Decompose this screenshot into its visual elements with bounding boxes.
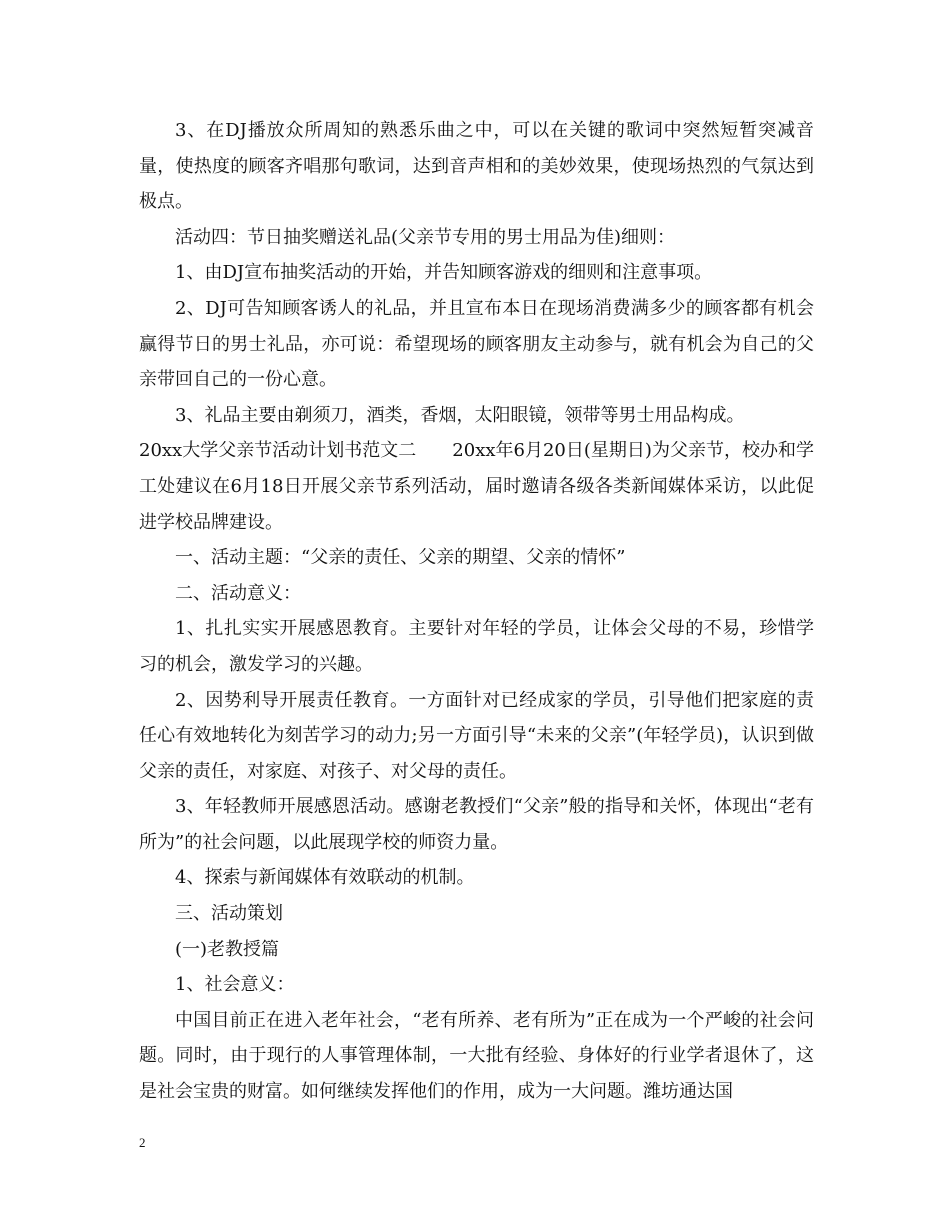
paragraph-social-meaning-heading: 1、社会意义： (175, 974, 295, 996)
paragraph-second-plan-intro: 20xx大学父亲节活动计划书范文二 20xx年6月20日(星期日)为父亲节，校办和学工处建议在6月18日开展父亲节系列活动，届时邀请各级各类新闻媒体采访，以此促进学校品牌建设。 (139, 440, 814, 533)
paragraph-activity-planning-heading: 三、活动策划 (175, 903, 283, 925)
paragraph-gift-announcement: 2、DJ可告知顾客诱人的礼品，并且宣布本日在现场消费满多少的顾客都有机会赢得节日的男士礼品，亦可说：希望现场的顾客朋友主动参与，就有机会为自己的父亲带回自己的一份心意。 (139, 297, 814, 391)
paragraph-dj-music: 3、在DJ播放众所周知的熟悉乐曲之中，可以在关键的歌词中突然短暂突减音量，使热度的顾客齐唱那句歌词，达到音声相和的美妙效果，使现场热烈的气氛达到极点。 (139, 120, 814, 213)
page-number: 2 (139, 1135, 146, 1150)
paragraph-lottery-start: 1、由DJ宣布抽奖活动的开始，并告知顾客游戏的细则和注意事项。 (175, 262, 713, 284)
paragraph-responsibility-education: 2、因势利导开展责任教育。一方面针对已经成家的学员，引导他们把家庭的责任心有效地转化为刻苦学习的动力;另一方面引导“未来的父亲”(年轻学员)，认识到做父亲的责任，对家庭、对孩子、对父母的责任。 (139, 689, 814, 782)
document-body (139, 113, 814, 1110)
paragraph-gratitude-education: 1、扎扎实实开展感恩教育。主要针对年轻的学员，让体会父母的不易，珍惜学习的机会，激发学习的兴趣。 (139, 618, 814, 675)
paragraph-activity-meaning-heading: 二、活动意义： (175, 582, 301, 604)
paragraph-aging-society: 中国目前正在进入老年社会，“老有所养、老有所为”正在成为一个严峻的社会问题。同时，由于现行的人事管理体制，一大批有经验、身体好的行业学者退休了，这是社会宝贵的财富。如何继续发挥他们的作用，成为一大问题。潍坊通达国 (139, 1009, 814, 1103)
paragraph-young-teachers: 3、年轻教师开展感恩活动。感谢老教授们“父亲”般的指导和关怀，体现出“老有所为”的社会问题，以此展现学校的师资力量。 (139, 796, 814, 853)
paragraph-media-linkage: 4、探索与新闻媒体有效联动的机制。 (175, 867, 475, 889)
paragraph-gift-items: 3、礼品主要由剃须刀，酒类，香烟，太阳眼镜，领带等男士用品构成。 (175, 404, 745, 426)
paragraph-activity-four-heading: 活动四：节日抽奖赠送礼品(父亲节专用的男士用品为佳)细则： (175, 226, 676, 248)
paragraph-senior-professors-heading: (一)老教授篇 (175, 938, 280, 960)
paragraph-activity-theme: 一、活动主题：“父亲的责任、父亲的期望、父亲的情怀” (175, 547, 626, 569)
